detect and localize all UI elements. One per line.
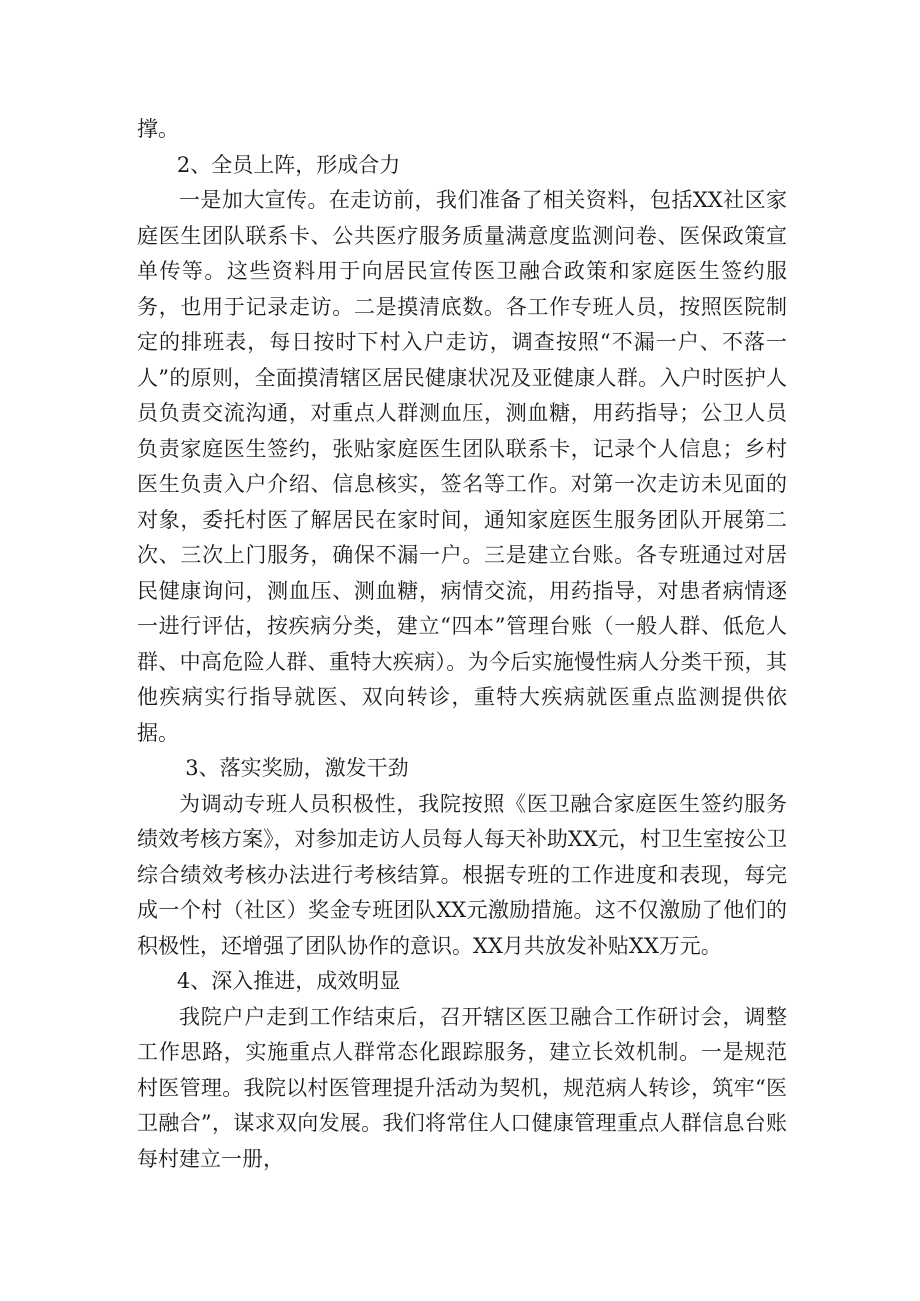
section-4-paragraph: 我院户户走到工作结束后，召开辖区医卫融合工作研讨会，调整工作思路，实施重点人群常态化跟踪服务，建立长效机制。一是规范村医管理。我院以村医管理提升活动为契机，规范病人转诊，筑牢“医卫融合”，谋求双向发展。我们将常住人口健康管理重点人群信息台账每村建立一册， [137,1004,787,1171]
section-3-paragraph: 为调动专班人员积极性，我院按照《医卫融合家庭医生签约服务绩效考核方案》，对参加走访人员每人每天补助XX元，村卫生室按公卫综合绩效考核办法进行考核结算。根据专班的工作进度和表现，每完成一个村（社区）奖金专班团队XX元激励措施。这不仅激励了他们的积极性，还增强了团队协作的意识。XX月共放发补贴XX万元。 [137,791,787,958]
section-2-heading: 2、全员上阵，形成合力 [176,152,401,177]
continuation-text: 撑。 [137,117,179,141]
section-2-paragraph: 一是加大宣传。在走访前，我们准备了相关资料，包括XX社区家庭医生团队联系卡、公共医疗服务质量满意度监测问卷、医保政策宣单传等。这些资料用于向居民宣传医卫融合政策和家庭医生签约服务，也用于记录走访。二是摸清底数。各工作专班人员，按照医院制定的排班表，每日按时下村入户走访，调查按照“不漏一户、不落一人”的原则，全面摸清辖区居民健康状况及亚健康人群。入户时医护人员负责交流沟通，对重点人群测血压，测血糖，用药指导；公卫人员负责家庭医生签约，张贴家庭医生团队联系卡，记录个人信息；乡村医生负责入户介绍、信息核实，签名等工作。对第一次走访未见面的对象，委托村医了解居民在家时间，通知家庭医生服务团队开展第二次、三次上门服务，确保不漏一户。三是建立台账。各专班通过对居民健康询问，测血压、测血糖，病情交流，用药指导，对患者病情逐一进行评估，按疾病分类，建立“四本”管理台账（一般人群、低危人群、中高危险人群、重特大疾病）。为今后实施慢性病人分类干预，其他疾病实行指导就医、双向转诊，重特大疾病就医重点监测提供依据。 [137,188,787,745]
document-body [137,112,787,1177]
section-4-heading: 4、深入推进，成效明显 [176,969,401,993]
section-3-heading: 3、落实奖励，激发干劲 [185,756,409,780]
